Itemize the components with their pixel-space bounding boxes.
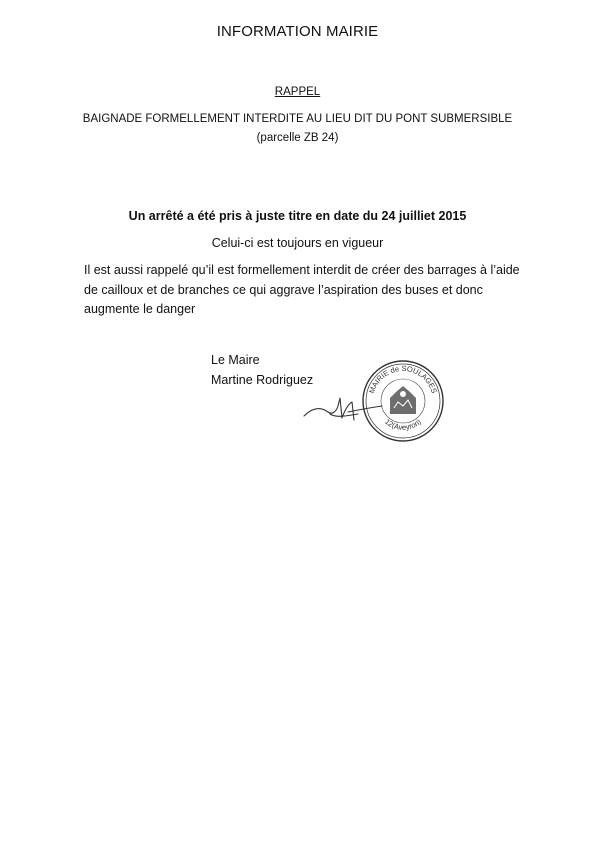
stamp-seal-icon [360, 358, 446, 444]
svg-text:MAIRIE de SOULAGES: MAIRIE de SOULAGES [367, 363, 439, 395]
paragraph-line: augmente le danger [84, 302, 196, 316]
vigueur-statement: Celui-ci est toujours en vigueur [211, 236, 384, 250]
rappel-heading: RAPPEL [274, 86, 321, 98]
document-title: INFORMATION MAIRIE [216, 23, 379, 40]
signatory-title: Le Maire [211, 353, 260, 367]
mairie-stamp [360, 358, 446, 444]
signatory-name: Martine Rodriguez [211, 373, 314, 387]
parcel-reference: (parcelle ZB 24) [256, 132, 339, 144]
svg-text:12(Aveyron): 12(Aveyron) [383, 417, 423, 432]
interdiction-notice: BAIGNADE FORMELLEMENT INTERDITE AU LIEU DIT DU PONT SUBMERSIBLE [82, 113, 513, 125]
arrete-statement: Un arrêté a été pris à juste titre en date du 24 juilliet 2015 [128, 209, 467, 223]
paragraph-line: de cailloux et de branches ce qui aggrave l’aspiration des buses et donc [84, 283, 483, 297]
paragraph-line: Il est aussi rappelé qu’il est formellement interdit de créer des barrages à l’aide [84, 263, 520, 277]
